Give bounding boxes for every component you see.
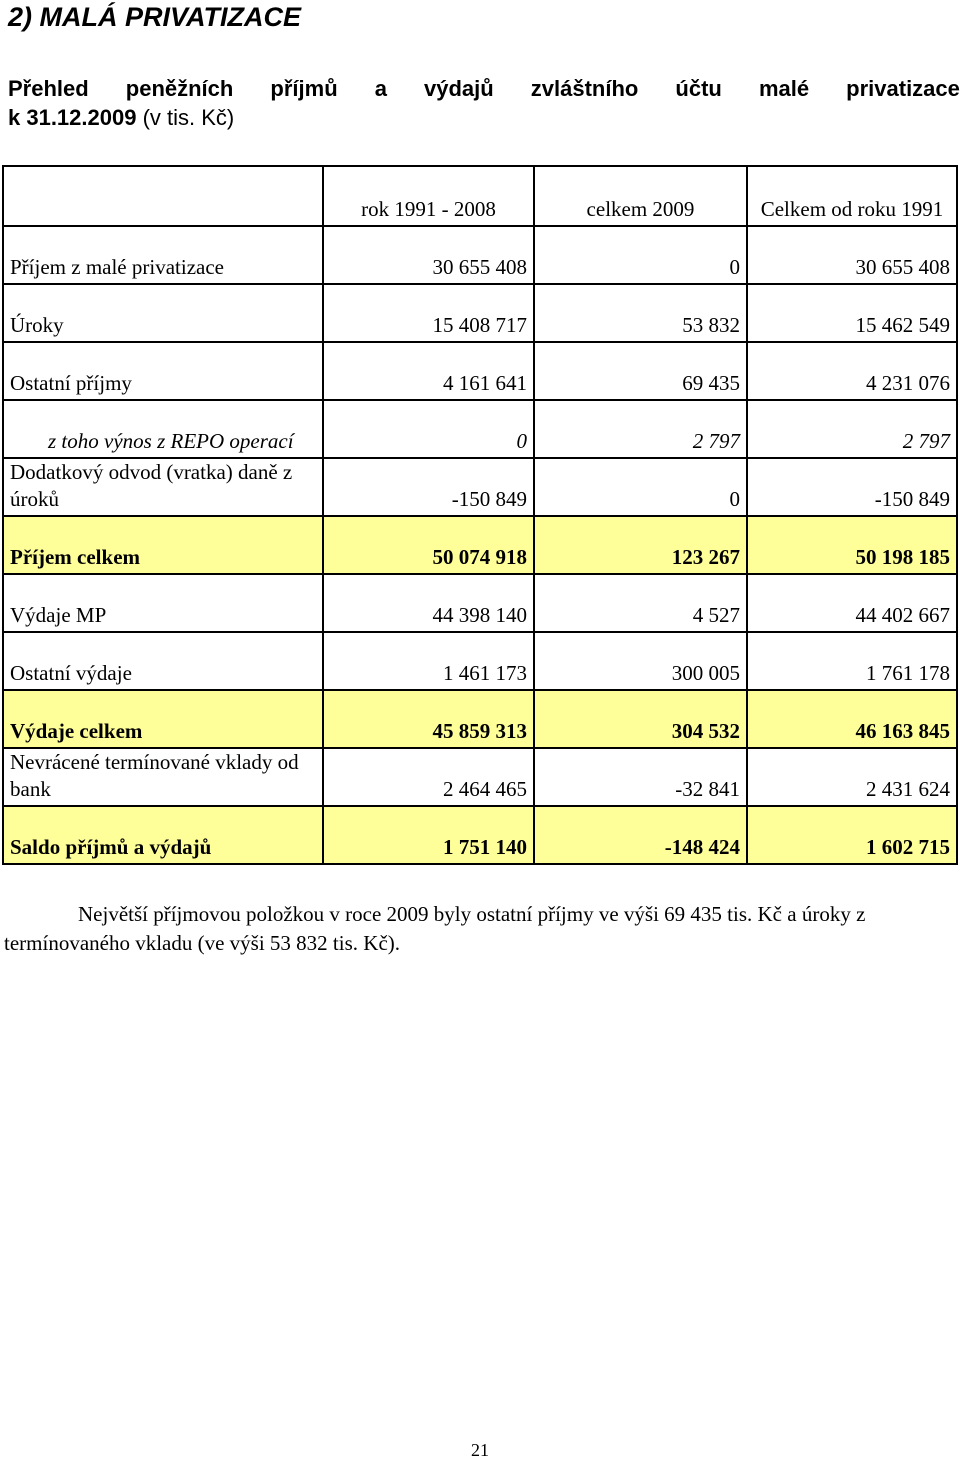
cell-value: 69 435 <box>534 342 747 400</box>
cell-value: -150 849 <box>323 458 534 516</box>
title-word: malé <box>758 76 810 101</box>
cell-value: 2 797 <box>747 400 957 458</box>
table-title <box>8 74 960 132</box>
row-label: Saldo příjmů a výdajů <box>3 806 323 864</box>
title-word: výdajů <box>424 76 494 101</box>
cell-value: 30 655 408 <box>323 226 534 284</box>
row-label: Úroky <box>3 284 323 342</box>
title-word: a <box>374 76 387 101</box>
row-label: Výdaje MP <box>3 574 323 632</box>
header-cell: celkem 2009 <box>534 166 747 226</box>
title-unit: (v tis. Kč) <box>136 105 235 130</box>
table-row-total <box>3 516 957 574</box>
cell-value: -150 849 <box>747 458 957 516</box>
cell-value: 0 <box>534 458 747 516</box>
cell-value: 46 163 845 <box>747 690 957 748</box>
header-cell: Celkem od roku 1991 <box>747 166 957 226</box>
title-word: privatizace <box>846 76 960 101</box>
cell-value: 1 461 173 <box>323 632 534 690</box>
table-row <box>3 342 957 400</box>
table-row <box>3 632 957 690</box>
row-label: Ostatní výdaje <box>3 632 323 690</box>
cell-value: 4 527 <box>534 574 747 632</box>
cell-value: 300 005 <box>534 632 747 690</box>
page-number: 21 <box>471 1440 489 1460</box>
cell-value: 0 <box>534 226 747 284</box>
cell-value: 50 074 918 <box>323 516 534 574</box>
table-row <box>3 226 957 284</box>
cell-value: 1 751 140 <box>323 806 534 864</box>
row-label: Nevrácené termínované vklady od bank <box>3 748 323 806</box>
page-heading: 2) MALÁ PRIVATIZACE <box>8 2 301 32</box>
cell-value: 2 431 624 <box>747 748 957 806</box>
cell-value: 1 602 715 <box>747 806 957 864</box>
table-row <box>3 284 957 342</box>
table-row <box>3 574 957 632</box>
row-label: Ostatní příjmy <box>3 342 323 400</box>
cell-value: -32 841 <box>534 748 747 806</box>
cell-value: 1 761 178 <box>747 632 957 690</box>
cell-value: 50 198 185 <box>747 516 957 574</box>
header-cell-empty <box>3 166 323 226</box>
cell-value: 0 <box>323 400 534 458</box>
cell-value: 15 462 549 <box>747 284 957 342</box>
row-label: Výdaje celkem <box>3 690 323 748</box>
cell-value: 53 832 <box>534 284 747 342</box>
row-label: Dodatkový odvod (vratka) daně z úroků <box>3 458 323 516</box>
cell-value: 44 402 667 <box>747 574 957 632</box>
title-word: zvláštního <box>530 76 639 101</box>
cell-value: 15 408 717 <box>323 284 534 342</box>
cell-value: 4 231 076 <box>747 342 957 400</box>
row-label: Příjem z malé privatizace <box>3 226 323 284</box>
cell-value: 2 797 <box>534 400 747 458</box>
row-label: Příjem celkem <box>3 516 323 574</box>
cell-value: 304 532 <box>534 690 747 748</box>
table-row-total <box>3 690 957 748</box>
cell-value: 123 267 <box>534 516 747 574</box>
title-word: příjmů <box>270 76 338 101</box>
title-word: účtu <box>675 76 722 101</box>
row-label: z toho výnos z REPO operací <box>3 400 323 458</box>
header-cell: rok 1991 - 2008 <box>323 166 534 226</box>
table-row <box>3 458 957 516</box>
cell-value: 30 655 408 <box>747 226 957 284</box>
cell-value: 2 464 465 <box>323 748 534 806</box>
table-row <box>3 400 957 458</box>
cell-value: 44 398 140 <box>323 574 534 632</box>
table-row-total <box>3 806 957 864</box>
title-word: Přehled <box>8 76 89 101</box>
summary-note: Největší příjmovou položkou v roce 2009 byly ostatní příjmy ve výši 69 435 tis. Kč a úroky z termínovaného vkladu (ve výši 53 832 tis. Kč). <box>4 902 866 955</box>
title-date: k 31.12.2009 <box>8 105 137 130</box>
title-word: peněžních <box>125 76 234 101</box>
cell-value: 45 859 313 <box>323 690 534 748</box>
cell-value: -148 424 <box>534 806 747 864</box>
table-row <box>3 748 957 806</box>
privatization-table <box>2 165 958 865</box>
table-header-row <box>3 166 957 226</box>
cell-value: 4 161 641 <box>323 342 534 400</box>
